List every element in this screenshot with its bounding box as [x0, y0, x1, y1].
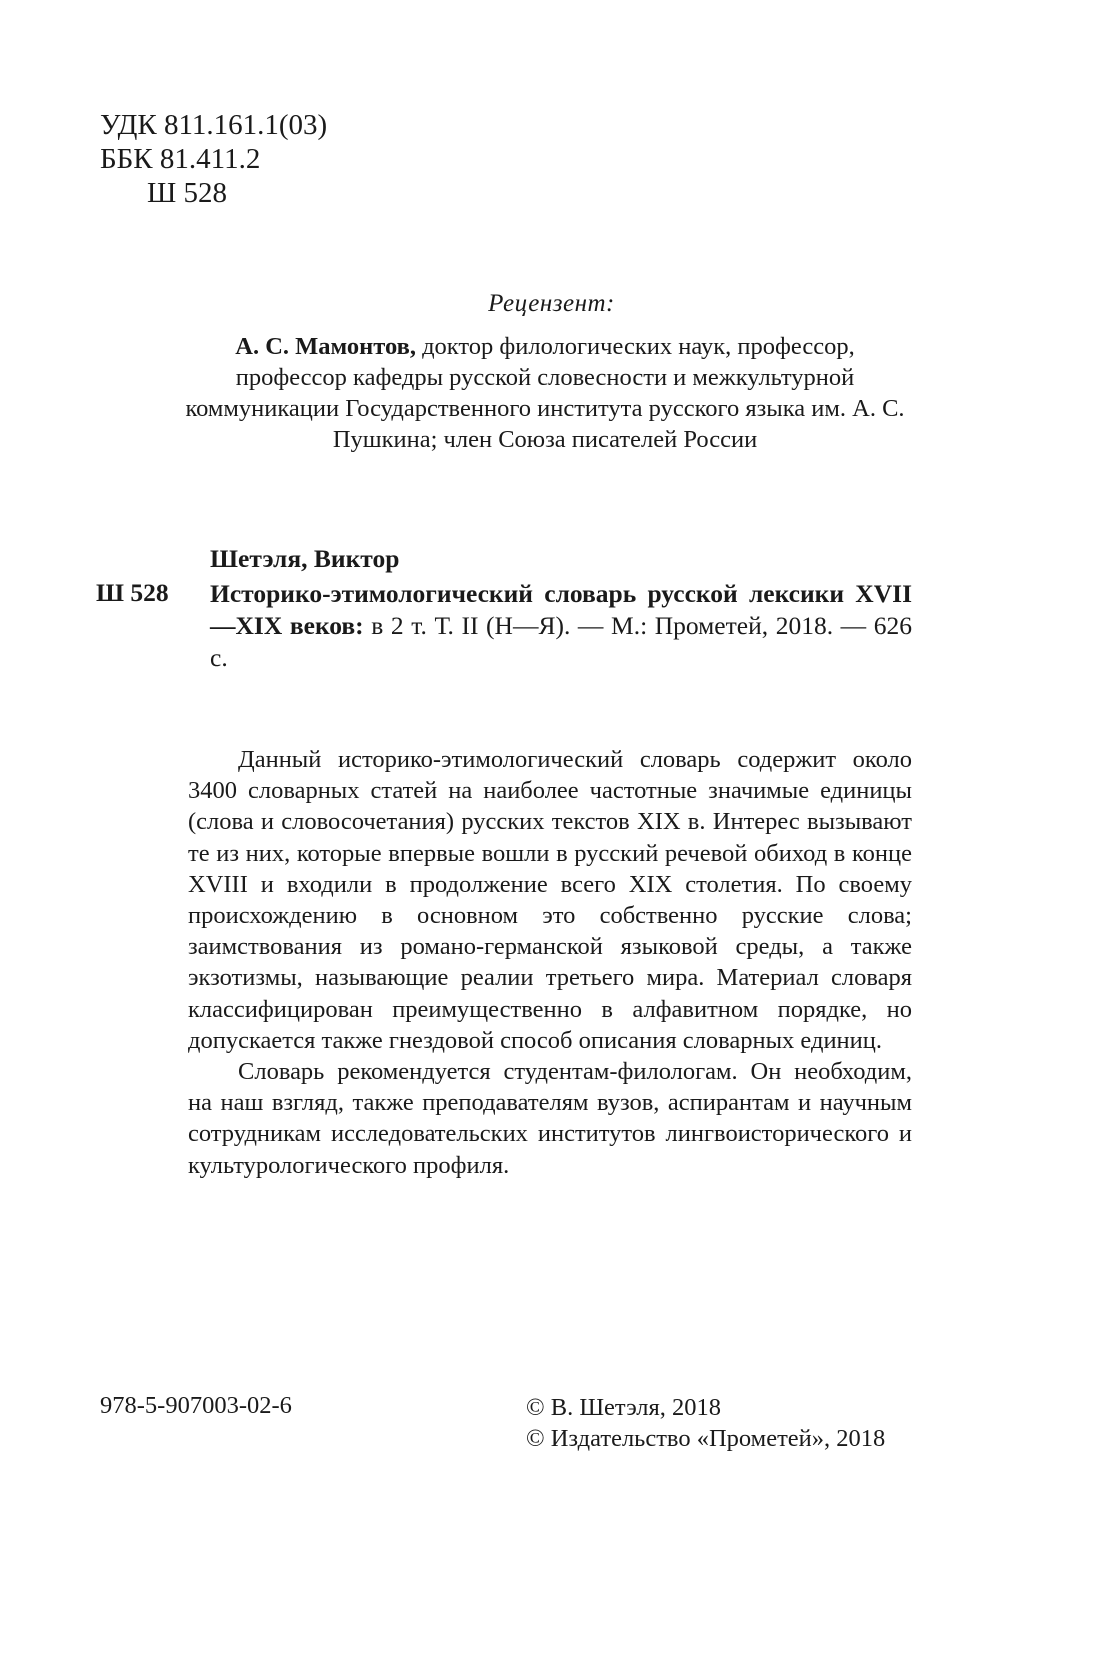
- author-sign-code: Ш 528: [147, 177, 228, 209]
- bibliographic-code: Ш 528: [96, 578, 169, 607]
- reviewer-info: [185, 331, 905, 455]
- annotation-paragraph: Словарь рекомендуется студентам-филологам. Он необходим, на наш взгляд, также преподавателям вузов, аспирантам и научным сотрудникам исследовательских институтов лингвоисторического и культурологического профиля.: [188, 1058, 912, 1179]
- copyright-block: [526, 1392, 885, 1454]
- annotation: [188, 744, 912, 1181]
- reviewer-heading: Рецензент:: [488, 290, 615, 317]
- annotation-paragraph: Данный историко-этимологический словарь содержит около 3400 словарных статей на наиболее частотные значимые единицы (слова и словосочетания) русских текстов XIX в. Интерес вызывают те из них, которые впервые вошли в русский речевой обиход в конце XVIII и входили в продолжение всего XIX столетия. По своему происхождению в основном это собственно русские слова; заимствования из романо-германской языковой среды, а также экзотизмы, называющие реалии третьего мира. Материал словаря классифицирован преимущественно в алфавитном порядке, но допускается также гнездовой способ описания словарных единиц.: [188, 746, 912, 1054]
- reviewer-details: доктор филологических наук, профессор, профессор кафедры русской словесности и межкультурной коммуникации Государственного института русского языка им. А. С. Пушкина; член Союза писателей России: [185, 333, 905, 453]
- classification-codes: [100, 108, 327, 210]
- reviewer-name: А. С. Мамонтов,: [235, 333, 416, 360]
- bibliographic-description: [210, 578, 912, 674]
- copyright-author: © В. Шетэля, 2018: [526, 1394, 722, 1421]
- copyright-publisher: © Издательство «Прометей», 2018: [526, 1425, 886, 1452]
- isbn: 978-5-907003-02-6: [100, 1392, 292, 1419]
- book-title: Историко-этимологический словарь русской лексики XVII—XIX веков:: [210, 579, 912, 640]
- bbk-code: ББК 81.411.2: [100, 143, 261, 175]
- author-heading: Шетэля, Виктор: [210, 544, 400, 573]
- udk-code: УДК 811.161.1(03): [100, 109, 328, 141]
- publication-details: в 2 т. Т. II (Н—Я). — М.: Прометей, 2018. — 626 с.: [210, 611, 913, 672]
